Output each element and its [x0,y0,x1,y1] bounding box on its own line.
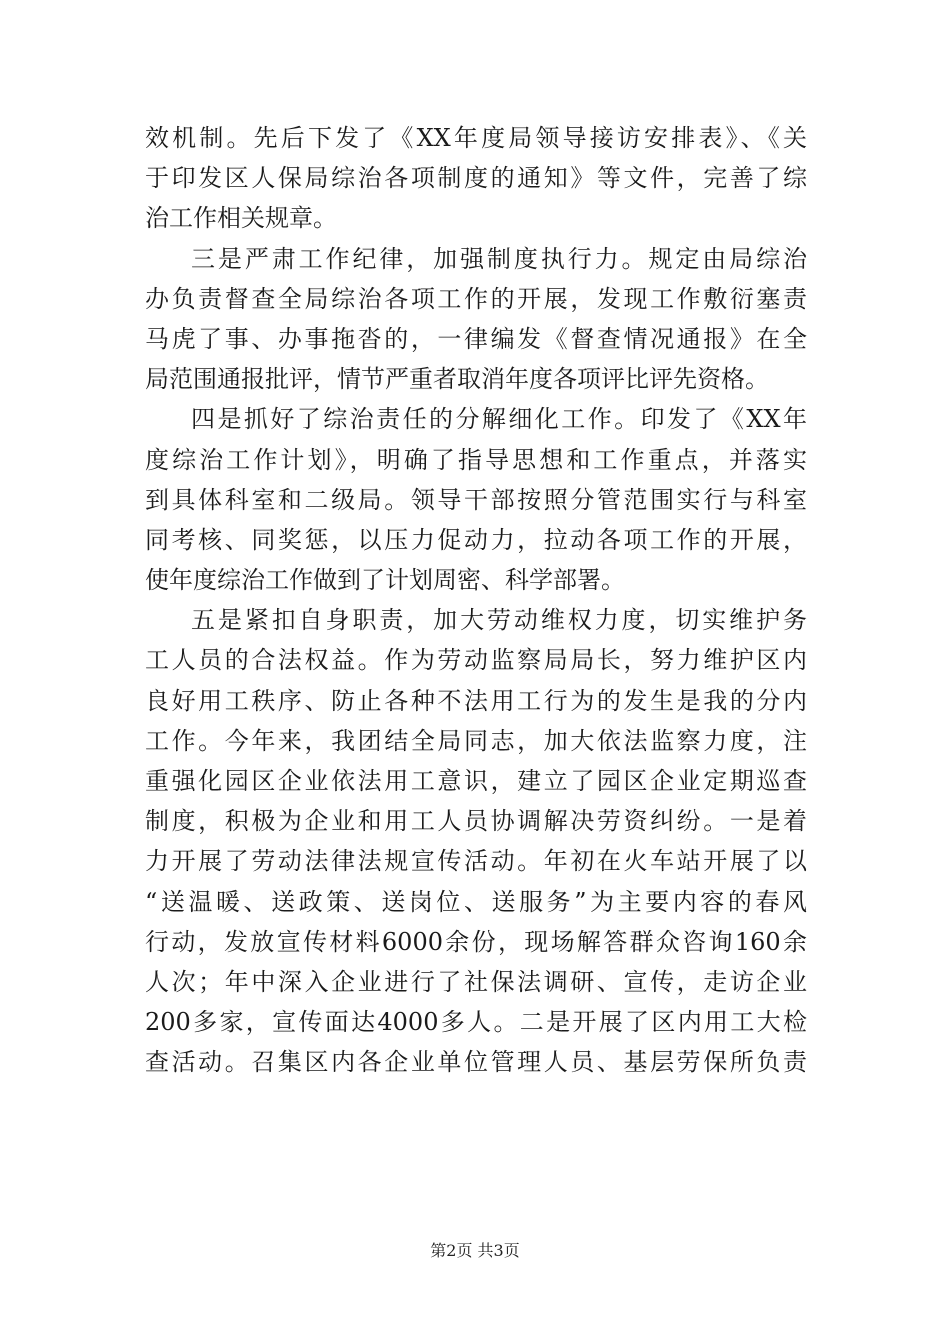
document-body [145,118,807,1083]
text-line: 工作。今年来，我团结全局同志，加大依法监察力度，注 [145,726,807,755]
text-line: 查活动。召集区内各企业单位管理人员、基层劳保所负责 [145,1048,807,1077]
text-line: 三是严肃工作纪律，加强制度执行力。规定由局综治 [191,244,807,273]
text-line: “送温暖、送政策、送岗位、送服务”为主要内容的春风 [145,887,807,916]
text-line: 制度，积极为企业和用工人员协调解决劳资纠纷。一是着 [145,807,807,836]
text-line: 200多家，宣传面达4000多人。二是开展了区内用工大检 [145,1008,807,1037]
text-line: 到具体科室和二级局。领导干部按照分管范围实行与科室 [145,485,807,514]
text-line: 良好用工秩序、防止各种不法用工行为的发生是我的分内 [145,686,807,715]
text-line: 力开展了劳动法律法规宣传活动。年初在火车站开展了以 [145,847,807,876]
text-line: 重强化园区企业依法用工意识，建立了园区企业定期巡查 [145,767,807,795]
text-line: 马虎了事、办事拖沓的，一律编发《督查情况通报》在全 [145,324,807,353]
text-line: 工人员的合法权益。作为劳动监察局局长，努力维护区内 [145,646,807,675]
text-line: 五是紧扣自身职责，加大劳动维权力度，切实维护务 [191,606,807,635]
text-line: 四是抓好了综治责任的分解细化工作。印发了《XX年 [191,405,807,434]
text-line: 效机制。先后下发了《XX年度局领导接访安排表》、《关 [145,124,807,152]
text-line: 局范围通报批评，情节严重者取消年度各项评比评先资格。 [145,365,769,394]
page-footer: 第2页 共3页 [430,1241,520,1260]
text-line: 治工作相关规章。 [145,204,337,233]
text-line: 行动，发放宣传材料6000余份，现场解答群众咨询160余 [145,927,807,956]
text-line: 办负责督查全局综治各项工作的开展，发现工作敷衍塞责 [145,284,807,313]
text-line: 使年度综治工作做到了计划周密、科学部署。 [145,566,625,595]
text-line: 人次；年中深入企业进行了社保法调研、宣传，走访企业 [145,967,807,996]
text-line: 于印发区人保局综治各项制度的通知》等文件，完善了综 [145,164,807,193]
text-line: 度综治工作计划》，明确了指导思想和工作重点，并落实 [145,445,807,474]
text-line: 同考核、同奖惩，以压力促动力，拉动各项工作的开展， [145,525,807,554]
